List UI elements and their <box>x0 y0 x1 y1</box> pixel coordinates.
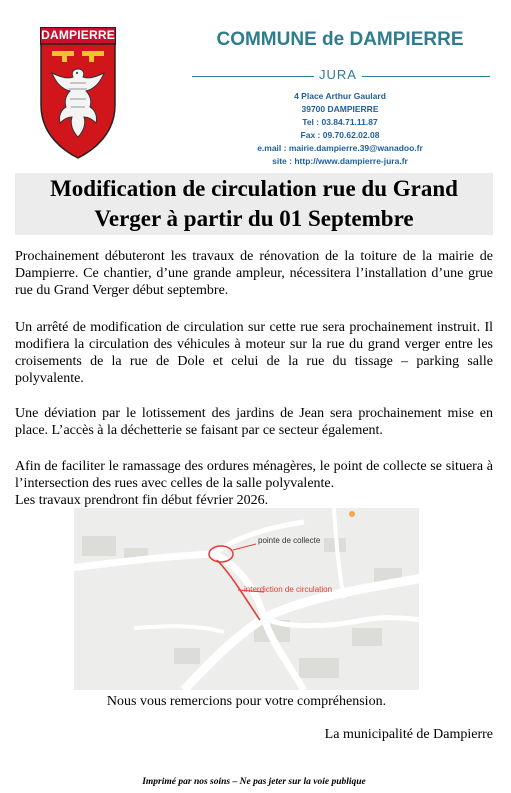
commune-title: COMMUNE de DAMPIERRE <box>216 29 464 50</box>
fax-number: Fax : 09.70.62.02.08 <box>300 130 380 140</box>
crest-banner: DAMPIERRE <box>40 27 116 45</box>
paragraph-detour: Une déviation par le lotissement des jardins de Jean sera prochainement mise en place. L’accès à la déchetterie se faisant par ce secteur également. <box>15 406 493 438</box>
phone-number: Tel : 03.84.71.11.87 <box>302 117 378 127</box>
paragraph-waste-collection: Afin de faciliter le ramassage des ordures ménagères, le point de collecte se situera à l’intersection des rues avec celles de la salle polyvalente. <box>15 459 493 491</box>
paragraph-end-date: Les travaux prendront fin début février 2026. <box>15 493 269 508</box>
crest-shield-icon <box>40 43 116 159</box>
email-address: e.mail : mairie.dampierre.39@wanadoo.fr <box>257 143 423 153</box>
address-line1: 4 Place Arthur Gaulard <box>294 91 386 101</box>
print-footer: Imprimé par nos soins – Ne pas jeter sur la voie publique <box>142 777 366 787</box>
address-line2: 39700 DAMPIERRE <box>301 104 379 114</box>
paragraph-works: Prochainement débuteront les travaux de rénovation de la toiture de la mairie de Dampierre. Ce chantier, d’une grande ampleur, nécessitera l’installation d’une grue rue du Grand Verger début septembre. <box>15 249 493 298</box>
map-graphic <box>74 508 419 690</box>
notice-title-line2: Verger à partir du 01 Septembre <box>94 206 414 231</box>
signature: La municipalité de Dampierre <box>324 727 493 742</box>
divider-left <box>192 76 314 77</box>
region-label: JURA <box>319 67 357 82</box>
map-label-collect: pointe de collecte <box>258 536 321 545</box>
website-link[interactable]: site : http://www.dampierre-jura.fr <box>272 156 408 166</box>
notice-title <box>15 173 493 234</box>
notice-title-line1: Modification de circulation rue du Grand <box>50 176 458 201</box>
map-label-interdiction: interdiction de circulation <box>244 585 333 594</box>
thanks-message: Nous vous remercions pour votre compréhension. <box>106 694 387 709</box>
paragraph-traffic-order: Un arrêté de modification de circulation sur cette rue sera prochainement instruit. Il modifiera la circulation des véhicules à moteur sur la rue du grand verger entre les croisements de la rue de Dole et celui de la rue du tissage – parking salle polyvalente. <box>15 320 493 386</box>
street-map <box>74 508 419 690</box>
divider-right <box>362 76 490 77</box>
municipal-crest <box>40 27 116 159</box>
notice-title-box <box>15 173 493 235</box>
